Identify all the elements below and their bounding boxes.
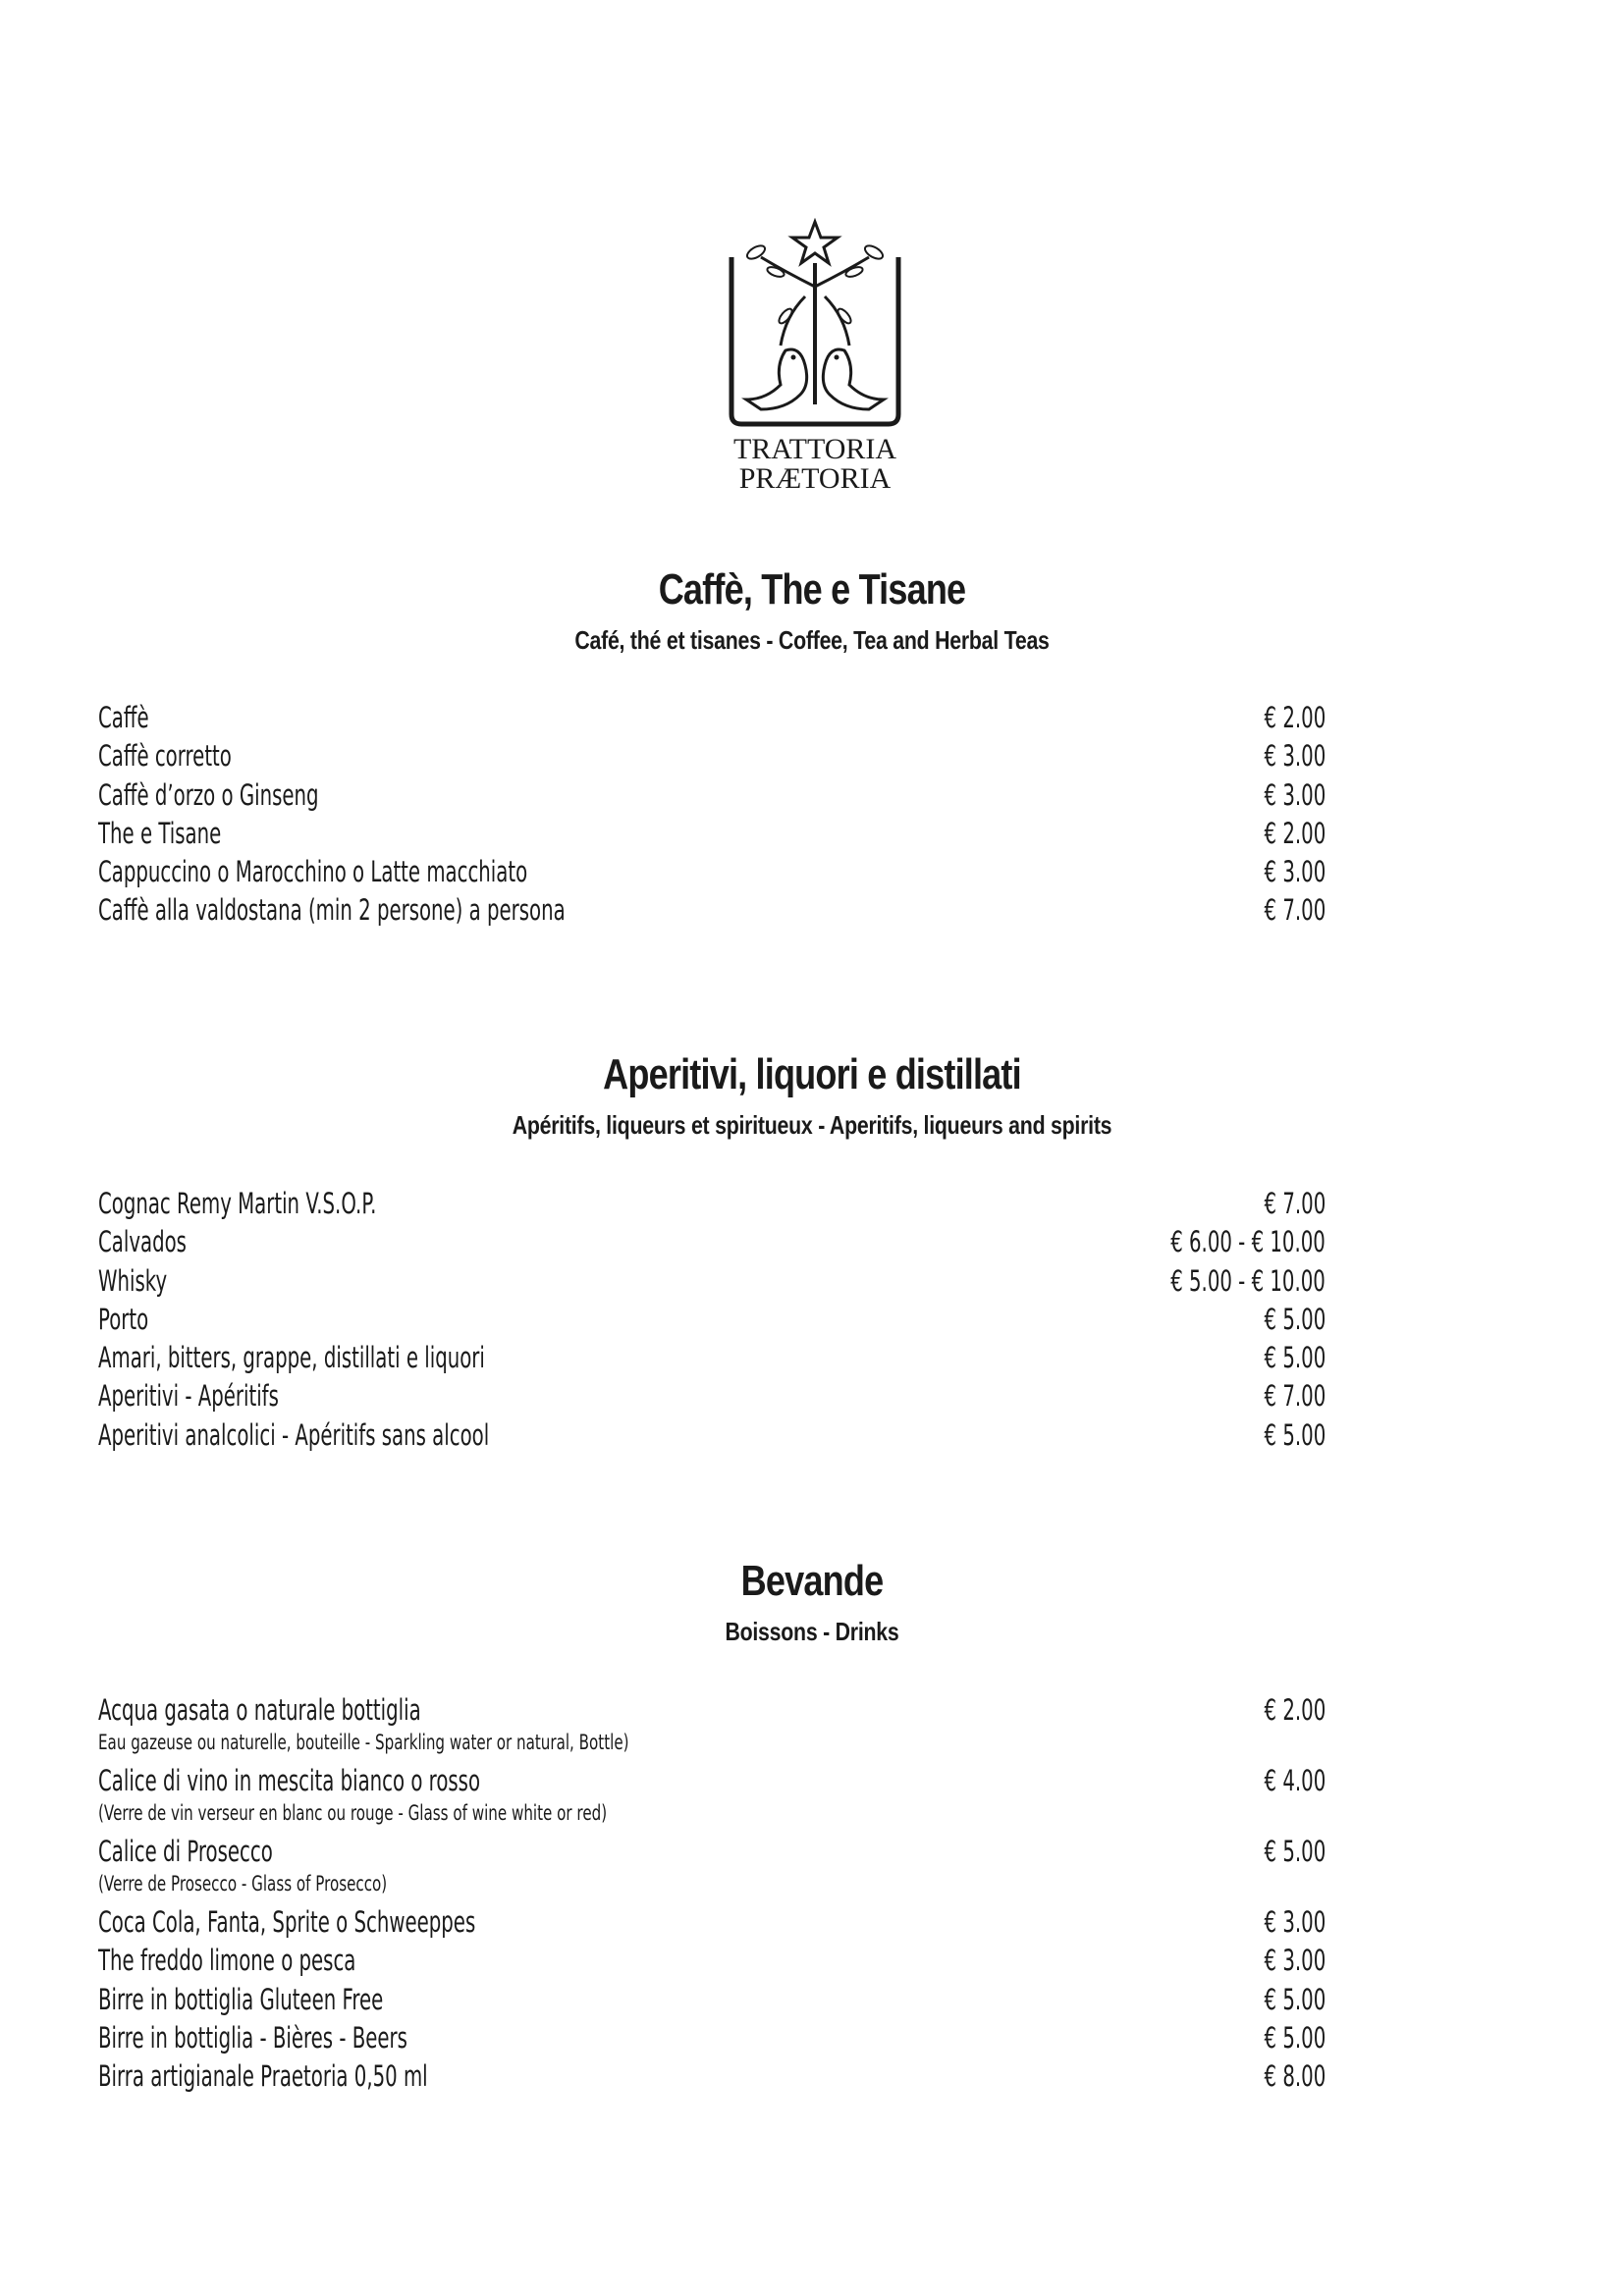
menu-item xyxy=(98,2059,1326,2098)
menu-item xyxy=(98,1835,1326,1905)
item-price: € 2.00 xyxy=(1264,816,1326,850)
item-name: Caffè d’orzo o Ginseng xyxy=(98,777,319,812)
menu-item xyxy=(98,817,1326,855)
item-name: Aperitivi - Apéritifs xyxy=(98,1379,279,1414)
item-name: Caffè corretto xyxy=(98,739,232,774)
logo-line1: TRATTORIA xyxy=(732,433,897,465)
item-name: Cognac Remy Martin V.S.O.P. xyxy=(98,1187,377,1220)
menu-item xyxy=(98,1303,1326,1341)
item-name: Aperitivi analcolici - Apéritifs sans alcool xyxy=(98,1417,490,1452)
item-price: € 2.00 xyxy=(1264,1693,1326,1727)
item-name: Acqua gasata o naturale bottiglia xyxy=(98,1693,421,1727)
section-subtitle-aperitivi: Apéritifs, liqueurs et spiritueux - Aperitifs, liqueurs and spirits xyxy=(512,1110,1112,1140)
items-caffe xyxy=(98,701,1326,933)
item-price: € 5.00 xyxy=(1264,1302,1326,1336)
item-price: € 8.00 xyxy=(1264,2059,1326,2094)
section-title-caffe: Caffè, The e Tisane xyxy=(658,565,966,614)
item-price: € 3.00 xyxy=(1264,739,1326,774)
menu-item xyxy=(98,778,1326,817)
item-price: € 3.00 xyxy=(1264,855,1326,889)
item-price: € 7.00 xyxy=(1264,1187,1326,1220)
item-price: € 5.00 - € 10.00 xyxy=(1170,1263,1326,1298)
menu-item xyxy=(98,1983,1326,2021)
menu-item xyxy=(98,1379,1326,1417)
menu-item xyxy=(98,855,1326,893)
item-name: Amari, bitters, grappe, distillati e liquori xyxy=(98,1341,485,1375)
item-price: € 5.00 xyxy=(1264,1982,1326,2016)
item-price: € 7.00 xyxy=(1264,893,1326,928)
item-price: € 3.00 xyxy=(1264,1944,1326,1978)
item-name: The e Tisane xyxy=(98,816,222,850)
section-subtitle-bevande: Boissons - Drinks xyxy=(725,1617,899,1646)
menu-item xyxy=(98,1264,1326,1303)
menu-item xyxy=(98,701,1326,739)
item-name: Birre in bottiglia Gluteen Free xyxy=(98,1982,384,2016)
item-price: € 5.00 xyxy=(1264,1417,1326,1452)
item-name: Calice di vino in mescita bianco o rosso xyxy=(98,1764,481,1797)
menu-item xyxy=(98,1944,1326,1982)
items-bevande xyxy=(98,1693,1326,2098)
menu-item xyxy=(98,893,1326,932)
restaurant-logo xyxy=(707,218,923,503)
item-name: Caffè xyxy=(98,701,149,734)
item-price: € 5.00 xyxy=(1264,2020,1326,2055)
menu-item xyxy=(98,2021,1326,2059)
section-title-bevande: Bevande xyxy=(740,1557,884,1605)
item-note: Eau gazeuse ou naturelle, bouteille - Sparkling water or natural, Bottle) xyxy=(98,1731,629,1754)
item-name: Coca Cola, Fanta, Sprite o Schweeppes xyxy=(98,1905,476,1939)
menu-item xyxy=(98,1341,1326,1379)
menu-item xyxy=(98,739,1326,777)
menu-item xyxy=(98,1764,1326,1835)
menu-item xyxy=(98,1187,1326,1225)
item-name: Caffè alla valdostana (min 2 persone) a persona xyxy=(98,893,566,928)
items-aperitivi xyxy=(98,1187,1326,1457)
item-price: € 5.00 xyxy=(1264,1341,1326,1375)
item-price: € 6.00 - € 10.00 xyxy=(1170,1225,1326,1259)
menu-item xyxy=(98,1225,1326,1263)
item-name: Birre in bottiglia - Bières - Beers xyxy=(98,2020,407,2055)
item-name: The freddo limone o pesca xyxy=(98,1944,356,1978)
item-price: € 4.00 xyxy=(1264,1764,1326,1797)
menu-item xyxy=(98,1905,1326,1944)
section-title-aperitivi: Aperitivi, liquori e distillati xyxy=(603,1050,1021,1098)
section-subtitle-caffe: Café, thé et tisanes - Coffee, Tea and Herbal Teas xyxy=(574,625,1050,655)
item-name: Birra artigianale Praetoria 0,50 ml xyxy=(98,2059,428,2094)
item-price: € 3.00 xyxy=(1264,777,1326,812)
item-price: € 3.00 xyxy=(1264,1905,1326,1939)
item-price: € 5.00 xyxy=(1264,1835,1326,1868)
item-name: Calvados xyxy=(98,1225,187,1259)
item-note: (Verre de Prosecco - Glass of Prosecco) xyxy=(98,1872,388,1896)
item-note: (Verre de vin verseur en blanc ou rouge - Glass of wine white or red) xyxy=(98,1801,608,1825)
menu-item xyxy=(98,1418,1326,1457)
item-name: Porto xyxy=(98,1302,149,1336)
logo-line2: PRÆTORIA xyxy=(738,462,892,495)
item-price: € 2.00 xyxy=(1264,701,1326,734)
item-name: Calice di Prosecco xyxy=(98,1835,273,1868)
item-name: Cappuccino o Marocchino o Latte macchiato xyxy=(98,855,528,889)
item-name: Whisky xyxy=(98,1263,168,1298)
item-price: € 7.00 xyxy=(1264,1379,1326,1414)
menu-item xyxy=(98,1693,1326,1764)
